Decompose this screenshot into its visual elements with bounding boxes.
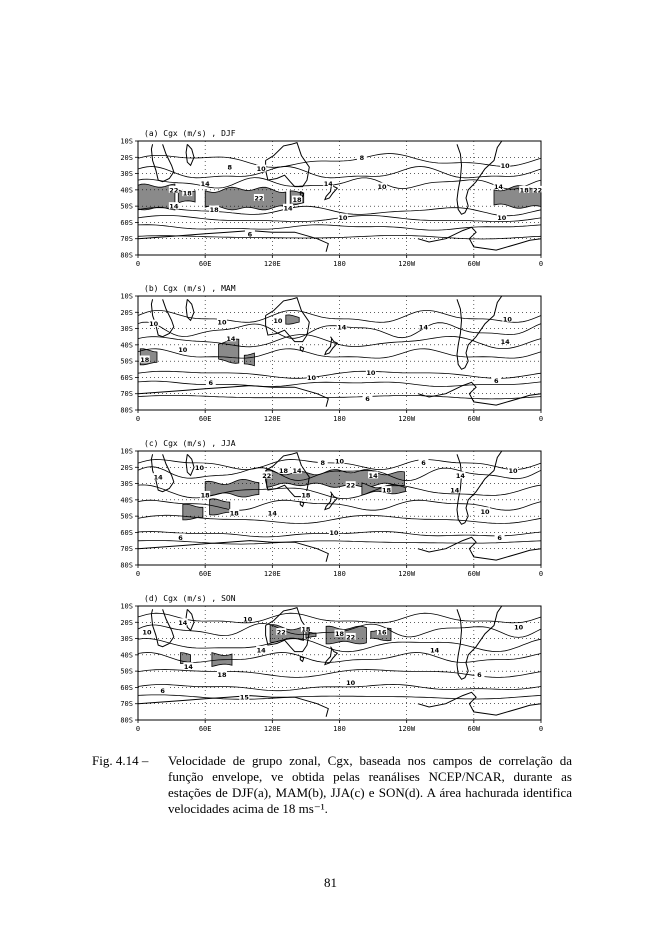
lon-tick-label: 0 [538, 260, 544, 268]
lon-tick-label: 60E [198, 260, 212, 268]
contour-label: 14 [418, 323, 428, 332]
lon-tick-label: 0 [135, 260, 141, 268]
panel-mam [100, 280, 561, 430]
lat-tick-label: 30S [120, 170, 133, 179]
shaded-area-above-18 [244, 353, 254, 366]
contour-label: 18 [182, 189, 192, 198]
lat-tick-label: 80S [120, 251, 133, 260]
lon-tick-label: 60W [467, 570, 481, 578]
contour-label: 10 [178, 346, 188, 355]
panel-title: (b) Cgx (m/s) , MAM [144, 284, 236, 293]
lat-tick-label: 40S [120, 496, 133, 505]
contour-label: 22 [276, 628, 286, 637]
panel-djf [100, 125, 561, 275]
contour-label: 10 [480, 507, 490, 516]
contour-label: 14 [267, 509, 277, 518]
lat-tick-label: 30S [120, 325, 133, 334]
lat-tick-label: 10S [120, 292, 133, 301]
contour-label: 18 [229, 509, 239, 518]
lat-tick-label: 20S [120, 308, 133, 317]
figure-caption [92, 753, 572, 817]
lat-tick-label: 70S [120, 390, 133, 399]
contour-label: 18 [279, 467, 289, 476]
contour-label: 6 [493, 377, 499, 386]
contour-label: 14 [493, 183, 503, 192]
lon-tick-label: 0 [135, 725, 141, 733]
lon-tick-label: 180 [333, 260, 346, 268]
contour-label: 6 [208, 378, 214, 387]
lat-tick-label: 70S [120, 235, 133, 244]
lon-tick-label: 180 [333, 570, 346, 578]
lat-tick-label: 10S [120, 602, 133, 611]
lat-tick-label: 30S [120, 635, 133, 644]
contour-label: 14 [500, 338, 510, 347]
lat-tick-label: 80S [120, 561, 133, 570]
contour-label: 10 [500, 161, 510, 170]
contour-label: 14 [256, 646, 266, 655]
contour-label: 10 [217, 318, 227, 327]
contour-label: 10 [346, 679, 356, 688]
lon-tick-label: 0 [538, 570, 544, 578]
lon-tick-label: 120W [398, 260, 416, 268]
lat-tick-label: 60S [120, 528, 133, 537]
contour-label: 18 [217, 670, 227, 679]
lat-tick-label: 20S [120, 463, 133, 472]
figure-label: Fig. 4.14 – [92, 753, 149, 768]
contour-label: 14 [200, 179, 210, 188]
contour-label: 22 [533, 186, 543, 195]
contour-label: 10 [338, 214, 348, 223]
contour-label: 14 [283, 204, 293, 213]
lat-tick-label: 50S [120, 512, 133, 521]
contour-label: 10 [497, 214, 507, 223]
figure-caption-text: Velocidade de grupo zonal, Cgx, baseada nos campos de correlação da função envelope, ve obtida pelas reanálises NCEP/NCAR, durante as estações de DJF(a), MAM(b), JJA(c) e SON(d). A área hachurada identifica velocidades acima de 18 ms⁻¹. [168, 753, 572, 816]
panel-son [100, 590, 561, 740]
contour-label: 6 [497, 533, 502, 542]
contour-label: 8 [227, 163, 233, 172]
lon-tick-label: 0 [538, 725, 544, 733]
contour-label: 10 [514, 623, 524, 632]
contour-label: 10 [334, 457, 345, 466]
contour-label: 10 [508, 467, 518, 476]
contour-label: 10 [243, 615, 253, 624]
lon-tick-label: 120E [263, 725, 281, 733]
lat-tick-label: 20S [120, 618, 133, 627]
lat-tick-label: 10S [120, 447, 133, 456]
contour-label: 14 [153, 473, 163, 482]
contour-label: 8 [359, 153, 365, 162]
contour-label: 10 [195, 463, 205, 472]
contour-label: 6 [477, 670, 482, 679]
page-number: 81 [324, 875, 337, 890]
contour-label: 10 [329, 528, 339, 537]
lat-tick-label: 40S [120, 651, 133, 660]
lat-tick-label: 70S [120, 700, 133, 709]
lon-tick-label: 0 [538, 415, 544, 423]
contour-label: 16 [377, 628, 387, 637]
lon-tick-label: 0 [135, 415, 141, 423]
lon-tick-label: 120E [263, 415, 281, 423]
contour-label: 22 [254, 194, 264, 203]
contour-label: 22 [169, 186, 179, 195]
lon-tick-label: 180 [333, 725, 346, 733]
lon-tick-label: 60E [198, 415, 212, 423]
contour-label: 14 [169, 202, 179, 211]
lon-tick-label: 60E [198, 570, 212, 578]
contour-label: 14 [430, 646, 440, 655]
lon-tick-label: 60W [467, 725, 481, 733]
contour-label: 18 [301, 625, 311, 634]
contour-label: 10 [502, 315, 512, 324]
contour-label: 18 [292, 196, 302, 205]
contour-label: 14 [226, 334, 236, 343]
plot-area [138, 141, 543, 255]
lon-tick-label: 120W [398, 725, 416, 733]
contour-label: 14 [455, 471, 465, 480]
contour-label: 10 [377, 183, 387, 192]
panel-jja [100, 435, 561, 585]
contour-label: 18 [301, 491, 311, 500]
lat-tick-label: 30S [120, 480, 133, 489]
contour-label: 18 [200, 491, 210, 500]
lat-tick-label: 60S [120, 373, 133, 382]
contour-label: 10 [142, 628, 152, 637]
lon-tick-label: 60W [467, 260, 481, 268]
contour-label: 15 [239, 693, 249, 702]
contour-label: 6 [365, 395, 370, 404]
lat-tick-label: 20S [120, 153, 133, 162]
contour-label: 10 [256, 165, 266, 174]
contour-label: 22 [346, 481, 356, 490]
lat-tick-label: 60S [120, 683, 133, 692]
panel-title: (c) Cgx (m/s) , JJA [144, 439, 236, 448]
panel-title: (a) Cgx (m/s) , DJF [144, 129, 236, 138]
contour-label: 18 [519, 186, 529, 195]
contour-label: 8 [320, 458, 325, 467]
lat-tick-label: 50S [120, 667, 133, 676]
lat-tick-label: 10S [120, 137, 133, 146]
lat-tick-label: 40S [120, 341, 133, 350]
contour-label: 14 [323, 179, 333, 188]
lon-tick-label: 120E [263, 260, 281, 268]
contour-label: 10 [366, 369, 376, 378]
lon-tick-label: 120E [263, 570, 281, 578]
contour-label: 10 [273, 316, 283, 325]
contour-label: 6 [160, 687, 165, 696]
plot-area [138, 451, 541, 565]
panel-title: (d) Cgx (m/s) , SON [144, 594, 236, 603]
lon-tick-label: 120W [398, 415, 416, 423]
contour-label: 14 [183, 662, 193, 671]
lat-tick-label: 40S [120, 186, 133, 195]
lon-tick-label: 60W [467, 415, 481, 423]
lat-tick-label: 60S [120, 218, 133, 227]
contour-label: 18 [334, 630, 345, 639]
lon-tick-label: 120W [398, 570, 416, 578]
contour-label: 18 [381, 486, 392, 495]
lat-tick-label: 50S [120, 357, 133, 366]
lat-tick-label: 70S [120, 545, 133, 554]
contour-label: 14 [292, 467, 302, 476]
lon-tick-label: 60E [198, 725, 212, 733]
lat-tick-label: 80S [120, 406, 133, 415]
lat-tick-label: 80S [120, 716, 133, 725]
contour-label: 22 [346, 633, 356, 642]
contour-label: 18 [140, 356, 150, 365]
contour-label: 14 [368, 471, 378, 480]
contour-label: 10 [149, 320, 159, 329]
lon-tick-label: 0 [135, 570, 141, 578]
contour-label: 6 [421, 458, 426, 467]
plot-area [138, 296, 541, 410]
lat-tick-label: 50S [120, 202, 133, 211]
contour-label: 6 [178, 533, 183, 542]
plot-area [138, 606, 541, 720]
contour-label: 10 [306, 373, 317, 382]
contour-label: 14 [178, 618, 188, 627]
contour-label: 14 [337, 323, 347, 332]
contour-label: 6 [247, 230, 253, 239]
contour-label: 18 [209, 205, 219, 214]
contour-label: 22 [262, 471, 272, 480]
contour-label: 14 [450, 486, 460, 495]
lon-tick-label: 180 [333, 415, 346, 423]
